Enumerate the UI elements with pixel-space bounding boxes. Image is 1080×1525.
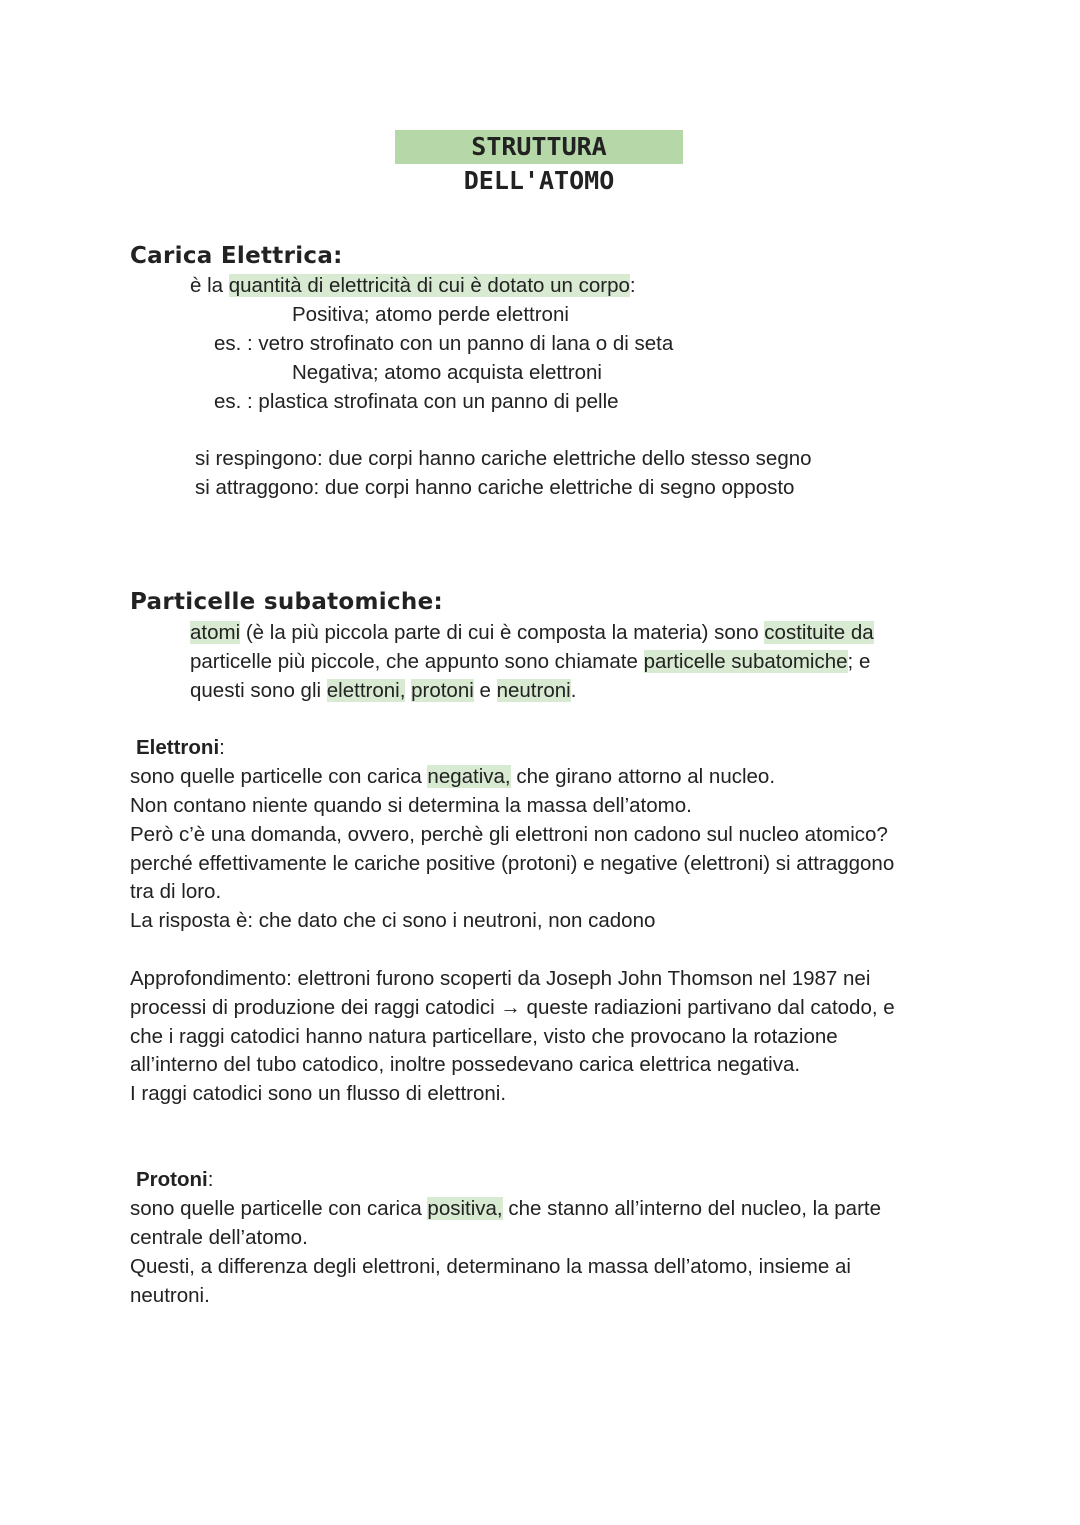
elettroni-line-6: La risposta è: che dato che ci sono i neutroni, non cadono [130, 909, 656, 932]
elettroni-line-5: tra di loro. [130, 880, 222, 903]
particelle-heading: Particelle subatomiche: [130, 589, 443, 615]
elettroni-line-1: sono quelle particelle con carica negativa, che girano attorno al nucleo. [130, 765, 776, 788]
carica-esempio-2: es. : plastica strofinata con un panno di pelle [214, 390, 619, 413]
approfondimento-line-4: all’interno del tubo catodico, inoltre possedevano carica elettrica negativa. [130, 1053, 801, 1076]
particelle-line-3: questi sono gli elettroni, protoni e neutroni. [190, 679, 577, 702]
carica-respingono: si respingono: due corpi hanno cariche elettriche dello stesso segno [195, 447, 812, 470]
particelle-line-1: atomi (è la più piccola parte di cui è composta la materia) sono costituite da [190, 621, 874, 644]
protoni-line-3: Questi, a differenza degli elettroni, determinano la massa dell’atomo, insieme ai [130, 1255, 851, 1278]
elettroni-line-4: perché effettivamente le cariche positive (protoni) e negative (elettroni) si attraggono [130, 852, 895, 875]
elettroni-line-2: Non contano niente quando si determina la massa dell’atomo. [130, 794, 692, 817]
carica-attraggono: si attraggono: due corpi hanno cariche elettriche di segno opposto [195, 476, 795, 499]
carica-definition: è la quantità di elettricità di cui è dotato un corpo: [190, 274, 636, 297]
approfondimento-line-2: processi di produzione dei raggi catodici → queste radiazioni partivano dal catodo, e [130, 996, 895, 1019]
protoni-line-4: neutroni. [130, 1284, 210, 1307]
elettroni-heading: Elettroni: [136, 736, 225, 759]
approfondimento-line-3: che i raggi catodici hanno natura particellare, visto che provocano la rotazione [130, 1025, 838, 1048]
protoni-line-2: centrale dell’atomo. [130, 1226, 308, 1249]
approfondimento-line-1: Approfondimento: elettroni furono scoperti da Joseph John Thomson nel 1987 nei [130, 967, 871, 990]
carica-heading: Carica Elettrica: [130, 243, 343, 269]
elettroni-line-3: Però c’è una domanda, ovvero, perchè gli elettroni non cadono sul nucleo atomico? [130, 823, 888, 846]
approfondimento-line-5: I raggi catodici sono un flusso di elettroni. [130, 1082, 507, 1105]
carica-positiva: Positiva; atomo perde elettroni [292, 303, 569, 326]
particelle-line-2: particelle più piccole, che appunto sono chiamate particelle subatomiche; e [190, 650, 871, 673]
protoni-line-1: sono quelle particelle con carica positiva, che stanno all’interno del nucleo, la parte [130, 1197, 881, 1220]
carica-esempio-1: es. : vetro strofinato con un panno di lana o di seta [214, 332, 674, 355]
carica-negativa: Negativa; atomo acquista elettroni [292, 361, 602, 384]
page-title: STRUTTURA DELL'ATOMO [395, 130, 683, 164]
protoni-heading: Protoni: [136, 1168, 214, 1191]
